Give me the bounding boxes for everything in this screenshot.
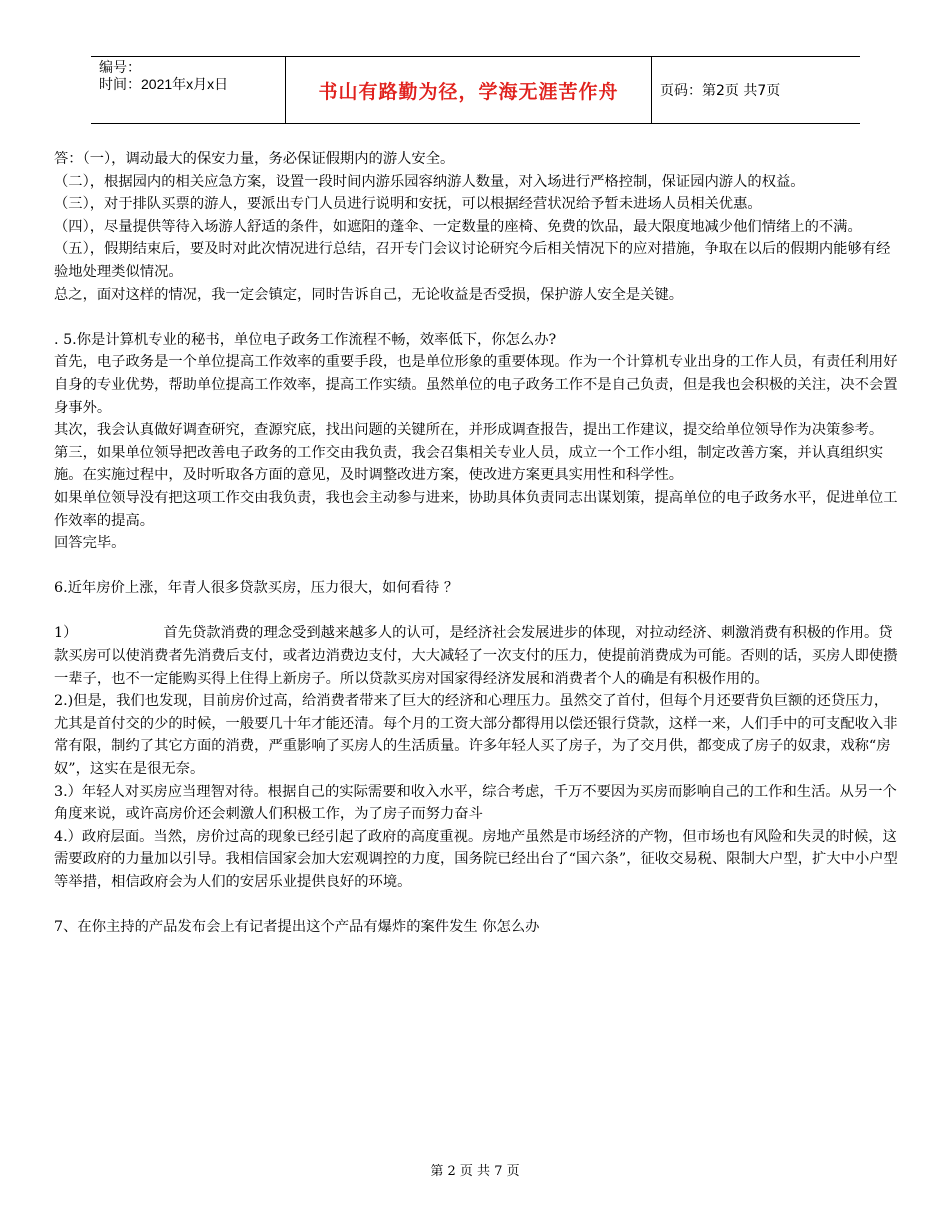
answer-paragraph: 答：（一），调动最大的保安力量，务必保证假期内的游人安全。 [54, 151, 455, 167]
answer-paragraph: 3.）年轻人对买房应当理智对待。根据自己的实际需要和收入水平，综合考虑，千万不要因为买房而影响自己的工作和生活。从另一个角度来说，或许高房价还会刺激人们积极工作，为了房子而努力奋斗 [54, 783, 897, 823]
answer-paragraph: 2.)但是，我们也发现，目前房价过高，给消费者带来了巨大的经济和心理压力。虽然交了首付，但每个月还要背负巨额的还贷压力，尤其是首付交的少的时候，一般要几十年才能还清。每个月的工资大部分都得用以偿还银行贷款，这样一来，人们手中的可支配收入非常有限，制约了其它方面的消费，严重影响了买房人的生活质量。许多年轻人买了房子，为了交月供，都变成了房子的奴隶，戏称“房奴”，这实在是很无奈。 [54, 693, 898, 778]
page-footer: 第 2 页 共 7 页 [430, 1164, 520, 1179]
answer-paragraph: 回答完毕。 [54, 535, 126, 552]
header-motto: 书山有路勤为径，学海无涯苦作舟 [286, 57, 652, 123]
answer-paragraph: 第三，如果单位领导把改善电子政务的工作交由我负责，我会召集相关专业人员，成立一个工作小组，制定改善方案，并认真组织实施。在实施过程中，及时听取各方面的意见，及时调整改进方案，使改进方案更具实用性和科学性。 [54, 444, 884, 484]
answer-paragraph: （四），尽量提供等待入场游人舒适的条件，如遮阳的蓬伞、一定数量的座椅、免费的饮品，最大限度地减少他们情绪上的不满。 [54, 218, 862, 235]
answer-paragraph [54, 622, 899, 690]
document-body [54, 148, 899, 939]
answer-paragraph: （三），对于排队买票的游人，要派出专门人员进行说明和安抚，可以根据经营状况给予暂未进场人员相关优惠。 [54, 196, 762, 213]
time-label: 时间：2021年x月x日 [99, 76, 229, 92]
answer-paragraph: 如果单位领导没有把这项工作交由我负责，我也会主动参与进来，协助具体负责同志出谋划策，提高单位的电子政务水平，促进单位工作效率的提高。 [54, 489, 898, 529]
answer-paragraph: （二），根据园内的相关应急方案，设置一段时间内游乐园容纳游人数量，对入场进行严格控制，保证园内游人的权益。 [54, 173, 805, 190]
question-6: 6.近年房价上涨，年青人很多贷款买房，压力很大，如何看待 ？ [54, 580, 459, 597]
answer-paragraph: （五），假期结束后，要及时对此次情况进行总结，召开专门会议讨论研究今后相关情况下的应对措施，争取在以后的假期内能够有经验地处理类似情况。 [54, 241, 891, 280]
header-page-info: 页码：第2页 共7页 [660, 83, 781, 99]
header-meta [91, 57, 286, 123]
answer-paragraph: 总之，面对这样的情况，我一定会镇定，同时告诉自己，无论收益是否受损，保护游人安全是关键。 [54, 286, 684, 303]
list-text: 首先贷款消费的理念受到越来越多人的认可，是经济社会发展进步的体现，对拉动经济、刺激消费有积极的作用。贷款买房可以使消费者先消费后支付，或者边消费边支付，大大减轻了一次支付的压力，使提前消费成为可能。否则的话，买房人即使攒一辈子，也不一定能购买得上住得上新房子。所以贷款买房对国家得经济发展和消费者个人的确是有积极作用的。 [54, 625, 898, 687]
page-header [91, 56, 860, 124]
answer-paragraph: 首先，电子政务是一个单位提高工作效率的重要手段，也是单位形象的重要体现。作为一个计算机专业出身的工作人员，有责任利用好自身的专业优势，帮助单位提高工作效率，提高工作实绩。虽然单位的电子政务工作不是自己负责，但是我也会积极的关注，决不会置身事外。 [54, 354, 898, 416]
answer-paragraph: 4.）政府层面。当然，房价过高的现象已经引起了政府的高度重视。房地产虽然是市场经济的产物，但市场也有风险和失灵的时候，这需要政府的力量加以引导。我相信国家会加大宏观调控的力度，国务院已经出台了“国六条”，征收交易税、限制大户型，扩大中小户型等举措，相信政府会为人们的安居乐业提供良好的环境。 [54, 828, 898, 890]
number-label: 编号： [99, 59, 141, 75]
list-number: 1） [54, 625, 78, 642]
question-5: . 5.你是计算机专业的秘书，单位电子政务工作流程不畅，效率低下，你怎么办? [54, 331, 557, 348]
question-7: 7、在你主持的产品发布会上有记者提出这个产品有爆炸的案件发生 你怎么办 [54, 919, 540, 936]
answer-paragraph: 其次，我会认真做好调查研究，查源究底，找出问题的关键所在，并形成调查报告，提出工作建议，提交给单位领导作为决策参考。 [54, 422, 884, 439]
